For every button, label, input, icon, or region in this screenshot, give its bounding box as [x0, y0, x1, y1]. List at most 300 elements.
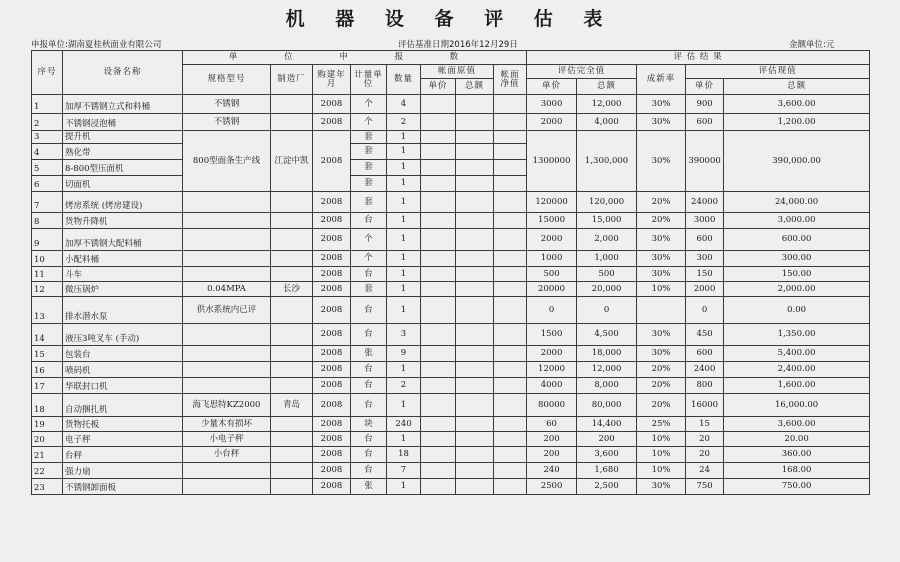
row-name: 喷码机 [63, 362, 183, 378]
row-year: 2008 [313, 267, 351, 282]
row-name: 强力扇 [63, 463, 183, 479]
row-maker [271, 417, 313, 432]
row-full-total: 1,000 [577, 251, 637, 267]
row-unit: 台 [351, 324, 387, 346]
row-book-net [494, 282, 527, 297]
header-declared-group: 单 位 申 报 数 [183, 51, 527, 65]
row-current-unit-price: 390000 [686, 131, 724, 192]
header-current-value: 评估现值 [686, 65, 870, 79]
row-full-total: 4,500 [577, 324, 637, 346]
row-current-total: 390,000.00 [724, 131, 870, 192]
row-full-total: 200 [577, 432, 637, 447]
header-qty: 数量 [387, 65, 421, 95]
row-year: 2008 [313, 432, 351, 447]
row-qty: 1 [387, 432, 421, 447]
table-row [32, 479, 870, 495]
row-name: 台秤 [63, 447, 183, 463]
row-qty: 2 [387, 378, 421, 394]
row-current-total: 24,000.00 [724, 192, 870, 213]
row-year: 2008 [313, 378, 351, 394]
row-current-unit-price: 2000 [686, 282, 724, 297]
row-full-unit-price: 20000 [527, 282, 577, 297]
row-qty: 1 [387, 282, 421, 297]
row-name: 自动捆扎机 [63, 394, 183, 417]
header-maker: 制造厂 [271, 65, 313, 95]
table-row [32, 192, 870, 213]
row-year: 2008 [313, 297, 351, 324]
row-book-total [456, 160, 494, 176]
row-current-total: 3,600.00 [724, 95, 870, 114]
row-book-unit-price [421, 229, 456, 251]
row-unit: 台 [351, 267, 387, 282]
row-book-net [494, 160, 527, 176]
table-row [32, 432, 870, 447]
row-seq: 7 [32, 192, 63, 213]
row-full-unit-price: 12000 [527, 362, 577, 378]
row-current-unit-price: 2400 [686, 362, 724, 378]
row-current-total: 5,400.00 [724, 346, 870, 362]
row-unit: 套 [351, 176, 387, 192]
table-row [32, 378, 870, 394]
row-book-total [456, 131, 494, 144]
row-current-total: 168.00 [724, 463, 870, 479]
row-maker [271, 229, 313, 251]
row-book-total [456, 213, 494, 229]
row-book-net [494, 447, 527, 463]
row-spec: 800型面条生产线 [183, 131, 271, 192]
table-body [32, 95, 870, 495]
row-spec [183, 378, 271, 394]
row-unit: 台 [351, 213, 387, 229]
row-book-unit-price [421, 447, 456, 463]
table-row [32, 282, 870, 297]
row-book-total [456, 447, 494, 463]
row-year: 2008 [313, 417, 351, 432]
row-year: 2008 [313, 229, 351, 251]
row-spec [183, 346, 271, 362]
row-newness [637, 297, 686, 324]
row-unit: 台 [351, 394, 387, 417]
row-seq: 16 [32, 362, 63, 378]
row-qty: 3 [387, 324, 421, 346]
row-full-unit-price: 500 [527, 267, 577, 282]
row-unit: 套 [351, 160, 387, 176]
row-full-unit-price: 1300000 [527, 131, 577, 192]
row-current-unit-price: 150 [686, 267, 724, 282]
row-current-total: 3,600.00 [724, 417, 870, 432]
row-book-net [494, 346, 527, 362]
table-row [32, 251, 870, 267]
row-year: 2008 [313, 251, 351, 267]
header-full-value: 评估完全值 [527, 65, 637, 79]
row-unit: 套 [351, 282, 387, 297]
row-year: 2008 [313, 346, 351, 362]
table-row [32, 131, 870, 144]
applicant-label: 申报单位:湖南夏桂秋面业有限公司 [31, 40, 162, 50]
row-seq: 20 [32, 432, 63, 447]
row-unit: 个 [351, 229, 387, 251]
row-book-unit-price [421, 432, 456, 447]
row-full-total: 4,000 [577, 114, 637, 131]
row-name: 华联封口机 [63, 378, 183, 394]
row-spec: 不锈钢 [183, 114, 271, 131]
row-current-unit-price: 800 [686, 378, 724, 394]
row-seq: 21 [32, 447, 63, 463]
row-current-total: 300.00 [724, 251, 870, 267]
table-row [32, 362, 870, 378]
row-spec [183, 479, 271, 495]
row-qty: 1 [387, 131, 421, 144]
row-current-unit-price: 450 [686, 324, 724, 346]
row-name: 货物托板 [63, 417, 183, 432]
row-qty: 2 [387, 114, 421, 131]
row-book-total [456, 346, 494, 362]
row-full-unit-price: 15000 [527, 213, 577, 229]
row-unit: 台 [351, 463, 387, 479]
row-year: 2008 [313, 192, 351, 213]
row-newness: 25% [637, 417, 686, 432]
base-date-label: 评估基准日期2016年12月29日 [398, 40, 518, 50]
header-book-net: 帐面净值 [494, 65, 527, 95]
row-maker: 青岛 [271, 394, 313, 417]
row-full-unit-price: 200 [527, 432, 577, 447]
row-book-unit-price [421, 463, 456, 479]
header-seq: 序号 [32, 51, 63, 95]
row-qty: 240 [387, 417, 421, 432]
row-seq: 3 [32, 131, 63, 144]
row-spec: 0.04MPA [183, 282, 271, 297]
row-book-net [494, 229, 527, 251]
row-name: 货物升降机 [63, 213, 183, 229]
row-book-unit-price [421, 251, 456, 267]
header-full-unit-price: 单价 [527, 79, 577, 95]
row-book-total [456, 176, 494, 192]
row-year: 2008 [313, 282, 351, 297]
row-book-net [494, 267, 527, 282]
row-year: 2008 [313, 324, 351, 346]
row-name: 小配料桶 [63, 251, 183, 267]
row-book-unit-price [421, 114, 456, 131]
row-book-total [456, 324, 494, 346]
row-book-total [456, 251, 494, 267]
row-full-total: 2,000 [577, 229, 637, 251]
row-name: 提升机 [63, 131, 183, 144]
row-current-total: 1,350.00 [724, 324, 870, 346]
table-row [32, 267, 870, 282]
row-spec [183, 229, 271, 251]
row-book-net [494, 463, 527, 479]
row-book-total [456, 114, 494, 131]
row-newness: 30% [637, 479, 686, 495]
row-spec [183, 463, 271, 479]
row-newness: 20% [637, 378, 686, 394]
row-maker [271, 267, 313, 282]
row-book-unit-price [421, 324, 456, 346]
row-seq: 13 [32, 297, 63, 324]
table-row [32, 213, 870, 229]
table-row [32, 463, 870, 479]
row-book-net [494, 324, 527, 346]
row-full-total: 2,500 [577, 479, 637, 495]
row-book-unit-price [421, 144, 456, 160]
row-seq: 4 [32, 144, 63, 160]
row-full-total: 15,000 [577, 213, 637, 229]
row-book-unit-price [421, 362, 456, 378]
row-book-total [456, 192, 494, 213]
header-build-date: 购建年月 [313, 65, 351, 95]
row-qty: 1 [387, 251, 421, 267]
row-seq: 8 [32, 213, 63, 229]
row-book-unit-price [421, 160, 456, 176]
row-full-total: 500 [577, 267, 637, 282]
row-spec: 少量木有损坏 [183, 417, 271, 432]
row-year: 2008 [313, 479, 351, 495]
row-seq: 22 [32, 463, 63, 479]
row-newness: 20% [637, 362, 686, 378]
row-qty: 1 [387, 362, 421, 378]
row-qty: 1 [387, 176, 421, 192]
row-name: 微压锅炉 [63, 282, 183, 297]
row-spec [183, 362, 271, 378]
row-full-unit-price: 2500 [527, 479, 577, 495]
row-newness: 10% [637, 463, 686, 479]
table-row [32, 346, 870, 362]
row-full-total: 18,000 [577, 346, 637, 362]
table-row [32, 447, 870, 463]
row-qty: 18 [387, 447, 421, 463]
row-seq: 18 [32, 394, 63, 417]
row-book-total [456, 229, 494, 251]
row-current-unit-price: 0 [686, 297, 724, 324]
row-seq: 5 [32, 160, 63, 176]
row-book-net [494, 213, 527, 229]
row-maker [271, 362, 313, 378]
row-current-total: 750.00 [724, 479, 870, 495]
row-current-unit-price: 600 [686, 229, 724, 251]
row-book-unit-price [421, 417, 456, 432]
row-book-unit-price [421, 378, 456, 394]
row-full-total: 1,680 [577, 463, 637, 479]
row-book-net [494, 114, 527, 131]
row-full-unit-price: 2000 [527, 114, 577, 131]
row-current-total: 2,000.00 [724, 282, 870, 297]
row-current-unit-price: 3000 [686, 213, 724, 229]
row-newness: 30% [637, 131, 686, 192]
page-title: 机 器 设 备 评 估 表 [285, 8, 615, 30]
row-unit: 个 [351, 114, 387, 131]
row-current-total: 1,600.00 [724, 378, 870, 394]
row-book-total [456, 267, 494, 282]
row-full-unit-price: 80000 [527, 394, 577, 417]
header-current-unit-price: 单价 [686, 79, 724, 95]
row-name: 电子秤 [63, 432, 183, 447]
row-maker [271, 297, 313, 324]
row-maker [271, 192, 313, 213]
row-maker [271, 346, 313, 362]
row-book-unit-price [421, 213, 456, 229]
row-qty: 1 [387, 229, 421, 251]
row-name: 加厚不锈钢立式和料桶 [63, 95, 183, 114]
row-book-unit-price [421, 282, 456, 297]
row-maker [271, 432, 313, 447]
row-unit: 台 [351, 447, 387, 463]
row-seq: 6 [32, 176, 63, 192]
row-book-net [494, 95, 527, 114]
row-book-net [494, 192, 527, 213]
row-qty: 1 [387, 394, 421, 417]
row-book-net [494, 297, 527, 324]
row-current-total: 2,400.00 [724, 362, 870, 378]
header-measure-unit: 计量单位 [351, 65, 387, 95]
row-seq: 11 [32, 267, 63, 282]
row-newness: 30% [637, 267, 686, 282]
row-newness: 30% [637, 229, 686, 251]
appraisal-table [31, 50, 870, 495]
row-seq: 15 [32, 346, 63, 362]
row-book-unit-price [421, 297, 456, 324]
row-book-unit-price [421, 131, 456, 144]
row-seq: 23 [32, 479, 63, 495]
row-current-total: 3,000.00 [724, 213, 870, 229]
row-name: 包装台 [63, 346, 183, 362]
row-seq: 12 [32, 282, 63, 297]
row-book-unit-price [421, 479, 456, 495]
row-book-unit-price [421, 346, 456, 362]
table-row [32, 324, 870, 346]
row-year: 2008 [313, 447, 351, 463]
row-qty: 4 [387, 95, 421, 114]
row-seq: 9 [32, 229, 63, 251]
row-full-unit-price: 0 [527, 297, 577, 324]
header-book-total: 总额 [456, 79, 494, 95]
row-unit: 台 [351, 362, 387, 378]
row-year: 2008 [313, 394, 351, 417]
row-qty: 1 [387, 213, 421, 229]
row-qty: 1 [387, 267, 421, 282]
row-book-total [456, 362, 494, 378]
row-book-total [456, 479, 494, 495]
row-maker [271, 95, 313, 114]
row-current-unit-price: 20 [686, 447, 724, 463]
row-book-net [494, 362, 527, 378]
row-current-unit-price: 600 [686, 346, 724, 362]
row-maker: 江淀中凯 [271, 131, 313, 192]
table-row [32, 417, 870, 432]
row-year: 2008 [313, 362, 351, 378]
row-unit: 台 [351, 378, 387, 394]
row-spec: 不锈钢 [183, 95, 271, 114]
row-full-unit-price: 3000 [527, 95, 577, 114]
header-name: 设备名称 [63, 51, 183, 95]
row-current-unit-price: 300 [686, 251, 724, 267]
row-qty: 1 [387, 192, 421, 213]
row-full-total: 0 [577, 297, 637, 324]
row-book-unit-price [421, 267, 456, 282]
header-book-original: 帐面原值 [421, 65, 494, 79]
table-row [32, 114, 870, 131]
row-full-unit-price: 2000 [527, 229, 577, 251]
row-maker [271, 324, 313, 346]
row-book-unit-price [421, 192, 456, 213]
row-maker: 长沙 [271, 282, 313, 297]
row-book-total [456, 378, 494, 394]
row-current-unit-price: 24 [686, 463, 724, 479]
row-maker [271, 479, 313, 495]
row-book-unit-price [421, 394, 456, 417]
row-full-unit-price: 4000 [527, 378, 577, 394]
row-full-total: 3,600 [577, 447, 637, 463]
row-newness: 10% [637, 432, 686, 447]
row-book-unit-price [421, 176, 456, 192]
row-spec [183, 213, 271, 229]
row-full-total: 12,000 [577, 95, 637, 114]
row-book-net [494, 432, 527, 447]
row-newness: 30% [637, 251, 686, 267]
table-row [32, 394, 870, 417]
row-current-unit-price: 24000 [686, 192, 724, 213]
row-unit: 套 [351, 192, 387, 213]
row-year: 2008 [313, 95, 351, 114]
row-spec: 供水系统内已评 [183, 297, 271, 324]
row-book-total [456, 297, 494, 324]
row-full-total: 1,300,000 [577, 131, 637, 192]
row-seq: 19 [32, 417, 63, 432]
row-unit: 台 [351, 297, 387, 324]
row-seq: 10 [32, 251, 63, 267]
row-name: 加厚不锈钢大配料桶 [63, 229, 183, 251]
row-qty: 1 [387, 297, 421, 324]
row-newness: 20% [637, 213, 686, 229]
row-book-net [494, 144, 527, 160]
row-full-total: 20,000 [577, 282, 637, 297]
row-maker [271, 114, 313, 131]
row-maker [271, 251, 313, 267]
row-newness: 30% [637, 324, 686, 346]
row-book-total [456, 432, 494, 447]
header-spec: 规格型号 [183, 65, 271, 95]
row-book-net [494, 131, 527, 144]
row-maker [271, 378, 313, 394]
row-book-total [456, 282, 494, 297]
row-qty: 7 [387, 463, 421, 479]
row-full-unit-price: 120000 [527, 192, 577, 213]
row-full-total: 14,400 [577, 417, 637, 432]
row-full-unit-price: 240 [527, 463, 577, 479]
row-name: 不锈钢卸面板 [63, 479, 183, 495]
row-year: 2008 [313, 131, 351, 192]
header-result-group: 评 估 结 果 [527, 51, 870, 65]
row-newness: 10% [637, 282, 686, 297]
row-current-total: 360.00 [724, 447, 870, 463]
row-spec: 海飞思特KZ2000 [183, 394, 271, 417]
row-book-total [456, 144, 494, 160]
row-book-net [494, 394, 527, 417]
row-full-total: 80,000 [577, 394, 637, 417]
row-full-total: 120,000 [577, 192, 637, 213]
row-current-unit-price: 20 [686, 432, 724, 447]
row-spec: 小台秤 [183, 447, 271, 463]
row-book-net [494, 251, 527, 267]
row-unit: 张 [351, 346, 387, 362]
row-current-total: 20.00 [724, 432, 870, 447]
row-name: 液压3吨叉车 (手动) [63, 324, 183, 346]
row-current-unit-price: 900 [686, 95, 724, 114]
row-current-total: 1,200.00 [724, 114, 870, 131]
currency-unit-label: 金额单位:元 [789, 40, 835, 50]
row-maker [271, 213, 313, 229]
row-book-net [494, 378, 527, 394]
row-book-net [494, 479, 527, 495]
